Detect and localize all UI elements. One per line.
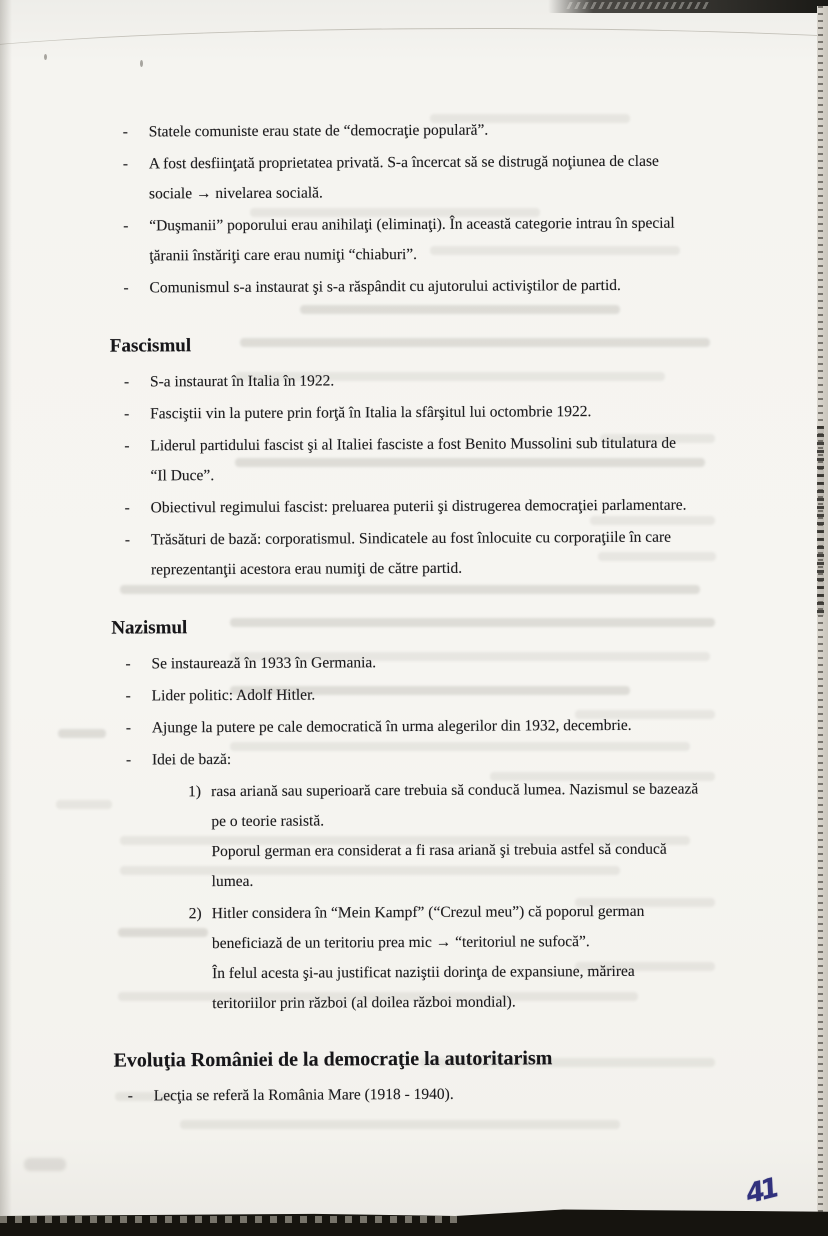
note-line: În felul acesta şi-au justificat naziştii dorinţa de expansiune, mărirea xyxy=(212,962,635,983)
note-line: beneficiază de un teritoriu prea mic → “teritoriul ne sufocă”. xyxy=(211,933,590,953)
note-line: teritoriilor prin război (al doilea război mondial). xyxy=(212,993,516,1013)
note-line: Trăsături de bază: corporatismul. Sindicatele au fost înlocuite cu corporaţiile în care xyxy=(150,528,672,549)
bullet-dash: - xyxy=(124,499,130,517)
bullet-item xyxy=(123,114,769,147)
number-marker: 2) xyxy=(188,905,202,923)
bullet-item xyxy=(128,1078,774,1111)
stacked-pages-texture xyxy=(0,1216,460,1223)
note-line: Lider politic: Adolf Hitler. xyxy=(151,686,316,705)
handwritten-page-number: 41 xyxy=(742,1172,779,1211)
note-line: Lecţia se referă la România Mare (1918 - 1940). xyxy=(153,1085,454,1105)
bullet-item xyxy=(124,364,770,397)
bullet-dash: - xyxy=(123,373,130,391)
bullet-dash: - xyxy=(123,279,129,297)
note-line: Idei de bază: xyxy=(151,750,232,769)
note-line: reprezentanţii acestora erau numiţi de către partid. xyxy=(150,559,463,579)
scanner-dark-band-bottom xyxy=(0,1209,828,1236)
number-marker: 1) xyxy=(188,783,202,801)
section-communism xyxy=(109,114,770,303)
numbered-item xyxy=(188,774,773,897)
note-line: Statele comuniste erau state de “democraţie populară”. xyxy=(148,121,489,141)
bullet-item xyxy=(125,490,771,523)
note-line: Poporul german era considerat a fi rasa ariană şi trebuia astfel să conducă xyxy=(211,840,667,861)
bullet-dash: - xyxy=(124,531,131,549)
heading-nazism: Nazismul xyxy=(111,617,188,639)
bullet-item xyxy=(125,646,771,679)
bullet-item xyxy=(126,710,772,743)
note-line: Hitler considera în “Mein Kampf” (“Crezul meu”) că poporul german xyxy=(211,902,645,923)
note-line: Comunismul s-a instaurat şi s-a răspândit cu ajutorului activiştilor de partid. xyxy=(149,276,621,297)
faint-smudge xyxy=(24,1158,66,1171)
bullet-item xyxy=(124,428,770,491)
bullet-item xyxy=(123,146,769,209)
section-romania xyxy=(113,1044,773,1111)
note-line: Fasciştii vin la putere prin forţă în Italia la sfârşitul lui octombrie 1922. xyxy=(150,403,592,423)
note-line: ţăranii înstăriţi care erau numiţi “chiaburi”. xyxy=(149,245,418,265)
bullet-dash: - xyxy=(125,655,131,673)
bullet-dash: - xyxy=(122,123,128,141)
note-line: rasa ariană sau superioară care trebuia să conducă lumea. Nazismul se bazează xyxy=(211,780,699,801)
note-line: Obiectivul regimului fascist: preluarea puterii şi distrugerea democraţiei parlamentare. xyxy=(150,496,687,517)
note-line: Se instaurează în 1933 în Germania. xyxy=(151,654,377,673)
bullet-dash: - xyxy=(127,1087,133,1105)
bullet-item xyxy=(126,678,772,711)
note-line: “Duşmanii” poporului erau anihilaţi (eliminaţi). În această categorie intrau în special xyxy=(149,214,675,235)
bullet-dash: - xyxy=(125,719,132,737)
note-line: Ajunge la putere pe cale democratică în urma alegerilor din 1932, decembrie. xyxy=(151,716,632,737)
note-line: sociale → nivelarea socială. xyxy=(148,184,323,203)
heading-fascism: Fascismul xyxy=(109,335,192,357)
heading-romania-evolution: Evoluţia României de la democraţie la autoritarism xyxy=(113,1047,553,1072)
bullet-dash: - xyxy=(123,217,129,235)
note-line: “Il Duce”. xyxy=(150,467,215,485)
bullet-item xyxy=(123,208,769,271)
bullet-dash: - xyxy=(122,155,129,173)
section-nazism xyxy=(111,612,773,1019)
note-line: A fost desfiinţată proprietatea privată. S-a încercat să se distrugă noţiunea de clase xyxy=(148,152,659,173)
note-line: lumea. xyxy=(211,872,254,891)
bullet-dash: - xyxy=(125,687,131,705)
bullet-item xyxy=(123,270,769,303)
bullet-item xyxy=(125,522,771,585)
note-line: S-a instaurat în Italia în 1922. xyxy=(149,372,335,391)
ink-bleed-artifact xyxy=(180,1120,620,1129)
numbered-item xyxy=(189,896,774,1019)
note-line: pe o teorie rasistă. xyxy=(211,812,325,831)
note-line: Liderul partidului fascist şi al Italiei fasciste a fost Benito Mussolini sub titulatura de xyxy=(150,434,676,455)
section-fascism xyxy=(110,330,771,585)
bullet-item xyxy=(126,742,772,775)
bullet-dash: - xyxy=(125,751,132,769)
bullet-item xyxy=(124,396,770,429)
bullet-dash: - xyxy=(124,437,130,455)
bullet-dash: - xyxy=(124,405,130,423)
